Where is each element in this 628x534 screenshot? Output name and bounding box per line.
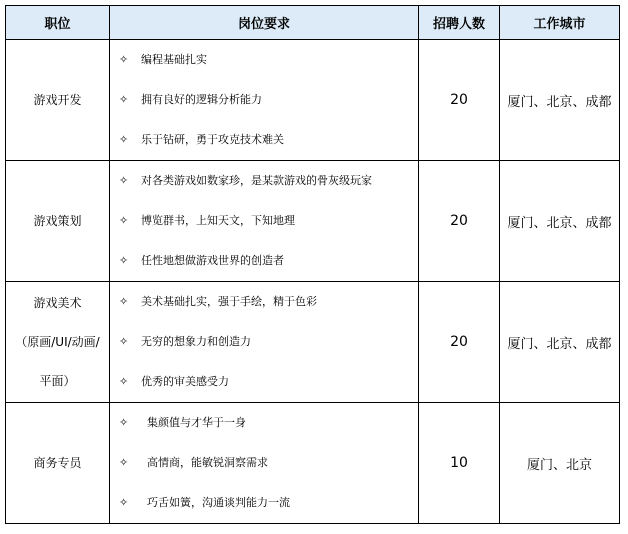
count-cell: 20: [419, 282, 500, 403]
position-cell: [6, 40, 110, 161]
requirements-cell: [110, 403, 419, 524]
diamond-bullet-icon: ✧: [119, 416, 129, 429]
requirements-cell: [110, 282, 419, 403]
count-cell: 10: [419, 403, 500, 524]
list-item: [119, 161, 418, 201]
diamond-bullet-icon: ✧: [119, 456, 129, 469]
requirements-cell: [110, 40, 419, 161]
list-item: [119, 120, 418, 160]
recruitment-table: [5, 5, 620, 524]
requirement-text: 美术基础扎实，强于手绘，精于色彩: [141, 295, 317, 308]
requirement-text: 博览群书，上知天文，下知地理: [141, 214, 295, 227]
city-cell: 厦门、北京、成都: [500, 282, 620, 403]
requirement-text: 优秀的审美感受力: [141, 375, 229, 388]
diamond-bullet-icon: ✧: [119, 53, 129, 66]
position-title: 游戏美术: [33, 295, 82, 310]
table-row: [6, 403, 620, 524]
table-row: [6, 161, 620, 282]
table-row: [6, 282, 620, 403]
diamond-bullet-icon: ✧: [119, 375, 129, 388]
diamond-bullet-icon: ✧: [119, 174, 129, 187]
requirement-text: 编程基础扎实: [141, 53, 207, 66]
city-cell: 厦门、北京、成都: [500, 161, 620, 282]
position-title: 游戏开发: [33, 93, 82, 107]
list-item: [119, 201, 418, 241]
list-item: [119, 443, 418, 483]
list-item: [119, 241, 418, 281]
requirement-text: 任性地想做游戏世界的创造者: [141, 254, 284, 267]
table-row: [6, 40, 620, 161]
requirement-text: 高情商，能敏锐洞察需求: [147, 456, 268, 469]
position-cell: [6, 282, 110, 403]
list-item: [119, 282, 418, 322]
count-cell: 20: [419, 161, 500, 282]
position-cell: [6, 161, 110, 282]
count-cell: 20: [419, 40, 500, 161]
diamond-bullet-icon: ✧: [119, 214, 129, 227]
requirement-text: 对各类游戏如数家珍，是某款游戏的骨灰级玩家: [141, 174, 372, 187]
header-requirements: 岗位要求: [110, 6, 419, 40]
header-position: 职位: [6, 6, 110, 40]
list-item: [119, 322, 418, 362]
city-cell: 厦门、北京、成都: [500, 40, 620, 161]
list-item: [119, 483, 418, 523]
requirement-text: 巧舌如簧，沟通谈判能力一流: [147, 496, 290, 509]
city-cell: 厦门、北京: [500, 403, 620, 524]
list-item: [119, 80, 418, 120]
diamond-bullet-icon: ✧: [119, 335, 129, 348]
requirement-text: 集颜值与才华于一身: [147, 416, 246, 429]
position-subtitle: （原画/UI/动画/: [15, 334, 100, 349]
list-item: [119, 403, 418, 443]
diamond-bullet-icon: ✧: [119, 93, 129, 106]
header-row: [6, 6, 620, 40]
list-item: [119, 362, 418, 402]
position-cell: [6, 403, 110, 524]
requirement-text: 拥有良好的逻辑分析能力: [141, 93, 262, 106]
list-item: [119, 40, 418, 80]
header-count: 招聘人数: [419, 6, 500, 40]
header-city: 工作城市: [500, 6, 620, 40]
position-title: 游戏策划: [33, 214, 82, 228]
position-subtitle: 平面）: [39, 373, 76, 388]
diamond-bullet-icon: ✧: [119, 133, 129, 146]
diamond-bullet-icon: ✧: [119, 496, 129, 509]
diamond-bullet-icon: ✧: [119, 295, 129, 308]
requirement-text: 无穷的想象力和创造力: [141, 335, 251, 348]
diamond-bullet-icon: ✧: [119, 254, 129, 267]
requirements-cell: [110, 161, 419, 282]
requirement-text: 乐于钻研，勇于攻克技术难关: [141, 133, 284, 146]
position-title: 商务专员: [33, 456, 82, 470]
